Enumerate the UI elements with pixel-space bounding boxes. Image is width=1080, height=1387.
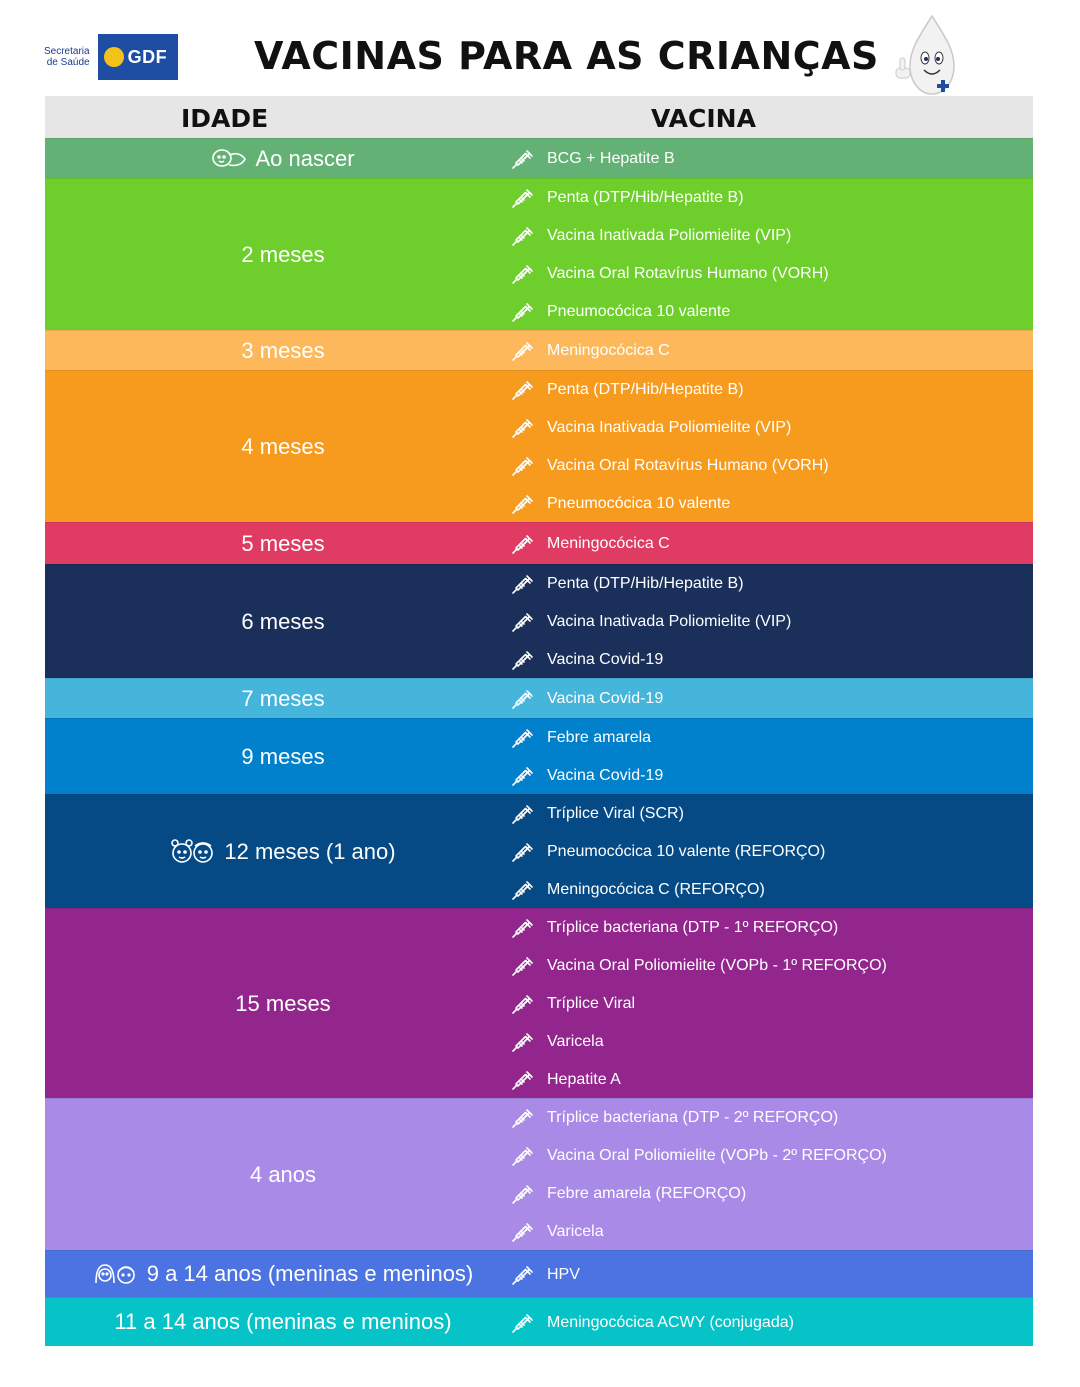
table-row <box>45 1297 1033 1346</box>
vaccine-list <box>511 909 887 1099</box>
vaccine-item <box>511 1137 887 1175</box>
vaccine-name: Penta (DTP/Hib/Hepatite B) <box>547 381 744 398</box>
syringe-icon <box>511 1107 537 1129</box>
vaccine-item <box>511 371 829 409</box>
vaccine-item <box>511 909 887 947</box>
ze-gotinha-mascot-icon <box>888 12 968 96</box>
vaccine-item <box>511 179 829 217</box>
vaccine-name: Tríplice bacteriana (DTP - 2º REFORÇO) <box>547 1109 839 1126</box>
column-header-vaccine: VACINA <box>651 104 756 133</box>
age-cell <box>45 1099 521 1250</box>
table-row <box>45 794 1033 908</box>
table-row <box>45 908 1033 1098</box>
vaccine-item <box>511 139 675 179</box>
age-cell <box>45 331 521 370</box>
vaccine-item <box>511 641 791 679</box>
secretaria-saude-gdf-logo <box>44 34 178 80</box>
syringe-icon <box>511 1183 537 1205</box>
vaccine-item <box>511 757 663 795</box>
syringe-icon <box>511 225 537 247</box>
syringe-icon <box>511 917 537 939</box>
age-label: 15 meses <box>235 990 331 1016</box>
vaccine-name: Hepatite A <box>547 1071 621 1088</box>
vaccine-name: Pneumocócica 10 valente <box>547 303 731 320</box>
vaccine-name: Vacina Covid-19 <box>547 690 664 707</box>
syringe-icon <box>511 803 537 825</box>
age-label: 4 meses <box>241 433 325 459</box>
vaccine-item <box>511 523 670 565</box>
syringe-icon <box>511 263 537 285</box>
age-label: 7 meses <box>241 685 325 711</box>
syringe-icon <box>511 841 537 863</box>
age-label: Ao nascer <box>255 145 355 171</box>
vaccine-item <box>511 1298 794 1347</box>
syringe-icon <box>511 533 537 555</box>
vaccine-name: Meningocócica ACWY (conjugada) <box>547 1313 794 1331</box>
age-label: 6 meses <box>241 608 325 634</box>
age-cell <box>45 679 521 718</box>
syringe-icon <box>511 379 537 401</box>
vaccine-name: Febre amarela (REFORÇO) <box>547 1185 747 1202</box>
vaccine-list <box>511 795 825 909</box>
syringe-icon <box>511 727 537 749</box>
vaccine-name: Penta (DTP/Hib/Hepatite B) <box>547 575 744 592</box>
syringe-icon <box>511 187 537 209</box>
vaccine-name: Varicela <box>547 1223 604 1240</box>
syringe-icon <box>511 611 537 633</box>
vaccine-name: Meningocócica C <box>547 535 670 552</box>
vaccine-item <box>511 293 829 331</box>
page-header <box>0 0 1080 96</box>
table-row <box>45 522 1033 564</box>
syringe-icon <box>511 765 537 787</box>
vaccine-list <box>511 331 670 371</box>
syringe-icon <box>511 1145 537 1167</box>
table-row <box>45 1250 1033 1297</box>
vaccine-name: Pneumocócica 10 valente (REFORÇO) <box>547 843 826 860</box>
vaccine-item <box>511 1099 887 1137</box>
vaccine-name: Tríplice bacteriana (DTP - 1º REFORÇO) <box>547 919 839 936</box>
vaccine-item <box>511 1213 887 1251</box>
vaccine-name: HPV <box>547 1265 580 1283</box>
vaccine-name: Penta (DTP/Hib/Hepatite B) <box>547 189 744 206</box>
baby-icon <box>211 147 247 171</box>
vaccine-name: Vacina Inativada Poliomielite (VIP) <box>547 227 792 244</box>
vaccine-list <box>511 523 670 565</box>
vaccine-name: Vacina Inativada Poliomielite (VIP) <box>547 419 792 436</box>
vaccine-list <box>511 719 663 795</box>
vaccine-name: Meningocócica C (REFORÇO) <box>547 881 765 898</box>
table-body <box>45 138 1033 1346</box>
syringe-icon <box>511 955 537 977</box>
age-cell <box>45 909 521 1098</box>
vaccine-name: Vacina Covid-19 <box>547 767 664 784</box>
syringe-icon <box>511 1264 537 1286</box>
age-label: 2 meses <box>241 241 325 267</box>
vaccine-item <box>511 409 829 447</box>
vaccine-item <box>511 1175 887 1213</box>
syringe-icon <box>511 493 537 515</box>
syringe-icon <box>511 1069 537 1091</box>
vaccine-name: Vacina Inativada Poliomielite (VIP) <box>547 613 792 630</box>
table-row <box>45 678 1033 718</box>
vaccination-table <box>45 96 1033 1346</box>
toddlers-icon <box>170 837 216 867</box>
logo-line-1: Secretaria <box>44 46 90 57</box>
age-cell <box>45 179 521 330</box>
vaccine-name: Tríplice Viral <box>547 995 636 1012</box>
table-row <box>45 178 1033 330</box>
vaccine-item <box>511 719 663 757</box>
vaccine-item <box>511 679 663 719</box>
vaccine-item <box>511 485 829 523</box>
logo-brand: GDF <box>127 46 168 67</box>
gdf-emblem-icon <box>104 47 124 67</box>
syringe-icon <box>511 1221 537 1243</box>
vaccine-item <box>511 603 791 641</box>
vaccine-item <box>511 795 825 833</box>
vaccine-list <box>511 1298 794 1347</box>
vaccine-item <box>511 331 670 371</box>
children-icon <box>93 1261 139 1287</box>
vaccine-name: Varicela <box>547 1033 604 1050</box>
table-row <box>45 718 1033 794</box>
vaccine-item <box>511 565 791 603</box>
vaccine-list <box>511 1099 887 1251</box>
vaccine-item <box>511 1061 887 1099</box>
age-cell <box>45 1251 521 1297</box>
age-label: 11 a 14 anos (meninas e meninos) <box>114 1309 452 1334</box>
vaccine-name: Vacina Oral Poliomielite (VOPb - 1º REFORÇO) <box>547 957 887 974</box>
logo-line-2: de Saúde <box>46 57 90 68</box>
page-title: VACINAS PARA AS CRIANÇAS <box>254 34 879 78</box>
vaccine-list <box>511 1251 580 1298</box>
syringe-icon <box>511 1312 537 1334</box>
vaccine-list <box>511 679 663 719</box>
column-header-age: IDADE <box>181 104 269 133</box>
syringe-icon <box>511 573 537 595</box>
vaccine-name: Vacina Oral Rotavírus Humano (VORH) <box>547 265 829 282</box>
table-row <box>45 138 1033 178</box>
age-cell <box>45 1298 521 1346</box>
syringe-icon <box>511 340 537 362</box>
vaccine-name: Meningocócica C <box>547 342 670 359</box>
age-label: 9 meses <box>241 743 325 769</box>
vaccine-item <box>511 217 829 255</box>
vaccine-item <box>511 255 829 293</box>
age-cell <box>45 795 521 908</box>
syringe-icon <box>511 993 537 1015</box>
syringe-icon <box>511 1031 537 1053</box>
vaccine-list <box>511 179 829 331</box>
vaccine-name: Febre amarela <box>547 729 652 746</box>
age-cell <box>45 139 521 178</box>
vaccine-item <box>511 871 825 909</box>
age-label: 5 meses <box>241 530 325 556</box>
vaccine-item <box>511 1251 580 1298</box>
vaccine-item <box>511 1023 887 1061</box>
vaccine-list <box>511 565 791 679</box>
syringe-icon <box>511 455 537 477</box>
table-row <box>45 370 1033 522</box>
vaccine-list <box>511 371 829 523</box>
syringe-icon <box>511 649 537 671</box>
syringe-icon <box>511 879 537 901</box>
vaccine-item <box>511 947 887 985</box>
age-cell <box>45 523 521 564</box>
vaccine-name: Pneumocócica 10 valente <box>547 495 731 512</box>
syringe-icon <box>511 148 537 170</box>
syringe-icon <box>511 688 537 710</box>
vaccine-name: Vacina Oral Poliomielite (VOPb - 2º REFORÇO) <box>547 1147 887 1164</box>
table-header <box>45 96 1033 138</box>
age-label: 4 anos <box>249 1161 317 1187</box>
table-row <box>45 564 1033 678</box>
vaccine-name: BCG + Hepatite B <box>547 150 675 167</box>
vaccine-name: Vacina Oral Rotavírus Humano (VORH) <box>547 457 829 474</box>
table-row <box>45 330 1033 370</box>
vaccine-item <box>511 833 825 871</box>
vaccine-item <box>511 985 887 1023</box>
vaccine-list <box>511 139 675 179</box>
age-label: 3 meses <box>241 337 325 363</box>
age-cell <box>45 565 521 678</box>
vaccine-name: Tríplice Viral (SCR) <box>547 805 684 822</box>
age-cell <box>45 371 521 522</box>
table-row <box>45 1098 1033 1250</box>
age-cell <box>45 719 521 794</box>
syringe-icon <box>511 301 537 323</box>
vaccine-name: Vacina Covid-19 <box>547 651 664 668</box>
age-label: 12 meses (1 ano) <box>224 838 396 864</box>
age-label: 9 a 14 anos (meninas e meninos) <box>146 1261 474 1286</box>
vaccine-item <box>511 447 829 485</box>
syringe-icon <box>511 417 537 439</box>
